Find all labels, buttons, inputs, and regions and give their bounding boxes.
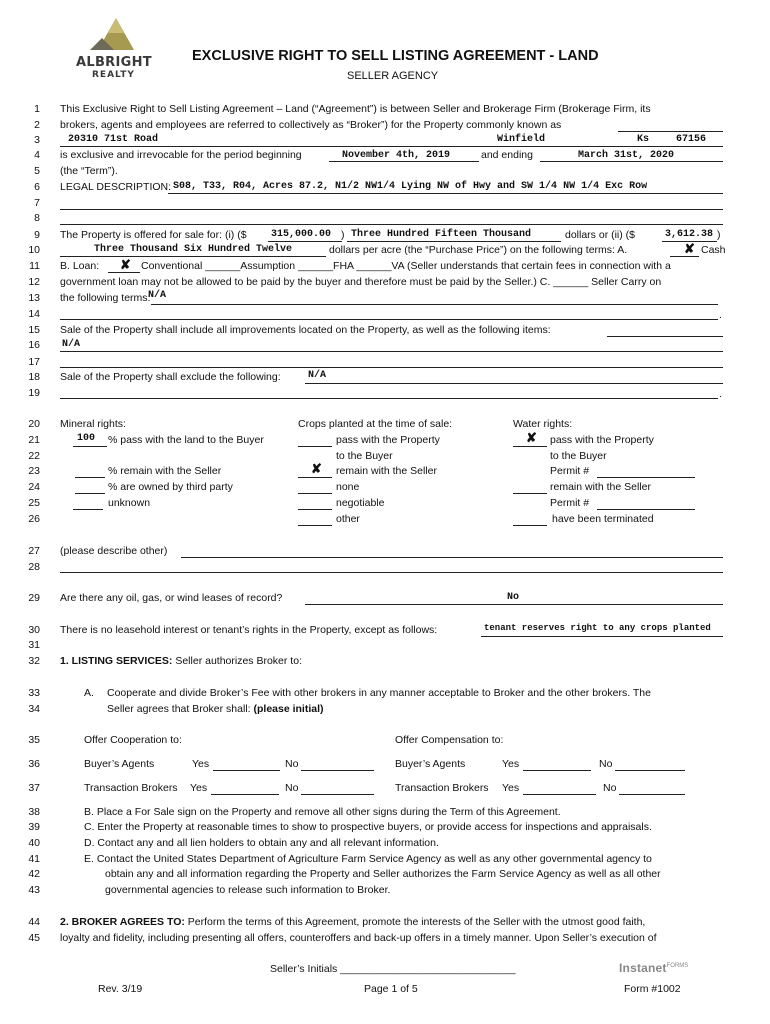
- coop-trans-yes-label: Yes: [190, 782, 208, 794]
- line-number: 44: [28, 916, 40, 928]
- line-number: 40: [28, 837, 40, 849]
- section-2-heading: 2. BROKER AGREES TO:: [60, 916, 185, 928]
- line-number: 34: [28, 703, 40, 715]
- water-pass-label: pass with the Property: [550, 434, 654, 446]
- address-field[interactable]: 20310 71st Road: [68, 134, 159, 145]
- form-number: Form #1002: [624, 983, 681, 995]
- section-1-heading: 1. LISTING SERVICES:: [60, 655, 173, 667]
- mineral-third-line[interactable]: [75, 493, 105, 494]
- line-number: 16: [28, 339, 40, 351]
- improvements-tail-line: [607, 336, 723, 337]
- line-number: 7: [34, 197, 40, 209]
- mineral-third-label: % are owned by third party: [108, 481, 233, 493]
- line-number: 37: [28, 782, 40, 794]
- instanet-logo: [619, 961, 688, 975]
- crops-negotiable-label: negotiable: [336, 497, 385, 509]
- revision-label: Rev. 3/19: [98, 983, 143, 995]
- coop-trans-yes-line[interactable]: [211, 794, 279, 795]
- line-number: 31: [28, 639, 40, 651]
- crops-pass-label: pass with the Property: [336, 434, 440, 446]
- mineral-remain-label: % remain with the Seller: [108, 465, 222, 477]
- line-number: 2: [34, 119, 40, 131]
- cash-label: Cash: [701, 244, 726, 256]
- line-number: 8: [34, 212, 40, 224]
- intro-line-1: This Exclusive Right to Sell Listing Agreement – Land (“Agreement”) is between Seller and Brokerage Firm (Brokerage Firm, its: [60, 103, 651, 115]
- exclusions-field[interactable]: N/A: [308, 370, 327, 381]
- water-permit-2-label: Permit #: [550, 497, 590, 509]
- coop-trans-no-label: No: [285, 782, 299, 794]
- price-amount-field[interactable]: 315,000.00: [271, 229, 332, 240]
- line-number: 6: [34, 181, 40, 193]
- leases-field[interactable]: No: [507, 592, 520, 603]
- water-permit-2-line[interactable]: [597, 509, 695, 510]
- water-terminated-label: have been terminated: [552, 513, 654, 525]
- line-number: 18: [28, 371, 40, 383]
- logo-name: ALBRIGHT: [76, 55, 152, 70]
- city-field[interactable]: Winfield: [497, 134, 546, 145]
- blank-line-8: [60, 224, 723, 225]
- section-2-line-44: [60, 916, 645, 928]
- line-number: 20: [28, 418, 40, 430]
- water-remain-label: remain with the Seller: [550, 481, 651, 493]
- line-number: 42: [28, 868, 40, 880]
- term-text-a: is exclusive and irrevocable for the period beginning: [60, 149, 302, 161]
- term-text-b: and ending: [481, 149, 533, 161]
- item-e-text-3: governmental agencies to release such information to Broker.: [105, 884, 391, 896]
- other-label: (please describe other): [60, 545, 168, 557]
- line-number: 25: [28, 497, 40, 509]
- line-number: 11: [29, 260, 40, 272]
- cash-line: [670, 256, 699, 257]
- crops-remain-checkmark[interactable]: ✘: [311, 461, 322, 476]
- paren-close: ): [341, 229, 345, 241]
- comp-trans-no-line[interactable]: [619, 794, 685, 795]
- exclusions-line: [305, 383, 723, 384]
- line-number: 22: [28, 450, 40, 462]
- intro-line-2: brokers, agents and employees are referred to collectively as “Broker”) for the Property commonly known as: [60, 119, 562, 131]
- address-extra-line: [618, 131, 723, 132]
- logo-sub: REALTY: [92, 70, 135, 80]
- line-number: 30: [28, 624, 40, 636]
- conventional-checkmark[interactable]: ✘: [120, 257, 131, 272]
- mineral-remain-line[interactable]: [75, 477, 105, 478]
- section-2-text-45: loyalty and fidelity, including presenting all offers, counteroffers and back-up offers in a timely manner. Upon Seller’s execution of: [60, 932, 657, 944]
- item-c-text: C. Enter the Property at reasonable times to show to prospective buyers, or provide access for inspections and appraisals.: [84, 821, 652, 833]
- coop-buyers-no-line[interactable]: [301, 770, 374, 771]
- blank-line-14: [60, 319, 718, 320]
- crops-none-label: none: [336, 481, 360, 493]
- price-text-b: dollars or (ii) ($: [565, 229, 636, 241]
- improvements-line: [60, 351, 723, 352]
- crops-none-line[interactable]: [298, 493, 332, 494]
- cash-checkmark[interactable]: ✘: [684, 241, 695, 256]
- blank-line-7: [60, 209, 723, 210]
- water-permit-1-line[interactable]: [597, 477, 695, 478]
- per-acre-words-field[interactable]: Three Thousand Six Hundred Twelve: [94, 244, 293, 255]
- water-pass-line: [513, 446, 547, 447]
- line-number: 5: [34, 165, 40, 177]
- seller-carry-line: [151, 304, 718, 305]
- line-number: 1: [34, 103, 40, 115]
- line-number: 15: [28, 324, 40, 336]
- line-number: 45: [28, 932, 40, 944]
- price-text-l10: dollars per acre (the “Purchase Price”) on the following terms: A.: [329, 244, 628, 256]
- per-acre-field[interactable]: 3,612.38: [665, 229, 714, 240]
- page-subtitle: SELLER AGENCY: [347, 70, 439, 82]
- company-logo: [68, 16, 164, 80]
- line-number: 12: [28, 276, 40, 288]
- water-terminated-line[interactable]: [513, 525, 547, 526]
- mountain-icon: [68, 16, 164, 50]
- item-b-text: B. Place a For Sale sign on the Property and remove all other signs during the Term of this Agreement.: [84, 806, 561, 818]
- crops-pass-line[interactable]: [298, 446, 332, 447]
- crops-remain-label: remain with the Seller: [336, 465, 437, 477]
- loan-label: B. Loan:: [60, 260, 100, 272]
- line-number: 24: [28, 481, 40, 493]
- other-line[interactable]: [181, 557, 723, 558]
- item-a-text-1: Cooperate and divide Broker’s Fee with other brokers in any manner acceptable to Broker and the other brokers. The: [107, 687, 651, 699]
- crops-remain-line: [298, 477, 332, 478]
- comp-trans-yes-label: Yes: [502, 782, 520, 794]
- line-number: 9: [34, 229, 40, 241]
- instanet-brand-sup: FORMS: [666, 963, 689, 969]
- line-number: 28: [28, 561, 40, 573]
- line-number: 29: [28, 592, 40, 604]
- crops-pass-label-2: to the Buyer: [336, 450, 393, 462]
- line-number: 21: [28, 434, 40, 446]
- improvements-field[interactable]: N/A: [62, 339, 81, 350]
- comp-buyers-label: Buyer’s Agents: [395, 758, 466, 770]
- item-a-label: A.: [84, 687, 94, 699]
- mineral-rights-title: Mineral rights:: [60, 418, 126, 430]
- comp-trans-label: Transaction Brokers: [395, 782, 489, 794]
- line-number: 41: [28, 853, 40, 865]
- item-e-text-1: E. Contact the United States Department of Agriculture Farm Service Agency as well as any other governmental agency to: [84, 853, 652, 865]
- crops-other-label: other: [336, 513, 360, 525]
- comp-buyers-no-line[interactable]: [615, 770, 685, 771]
- line-number: 32: [28, 655, 40, 667]
- coop-buyers-yes-label: Yes: [192, 758, 210, 770]
- coop-trans-no-line[interactable]: [301, 794, 374, 795]
- term-label: (the “Term”).: [60, 165, 118, 177]
- conventional-line: [108, 272, 140, 273]
- water-permit-1-label: Permit #: [550, 465, 590, 477]
- water-rights-title: Water rights:: [513, 418, 573, 430]
- start-date-field[interactable]: November 4th, 2019: [342, 150, 451, 161]
- item-e-text-2: obtain any and all information regarding the Property and Seller authorizes the Farm Service Agency as well as all other: [105, 868, 661, 880]
- leases-line: [305, 604, 723, 605]
- per-acre-words-line: [60, 256, 326, 257]
- improvements-label: Sale of the Property shall include all improvements located on the Property, as well as the following items:: [60, 324, 551, 336]
- end-date-field[interactable]: March 31st, 2020: [578, 150, 675, 161]
- line-number: 35: [28, 734, 40, 746]
- coop-trans-label: Transaction Brokers: [84, 782, 178, 794]
- comp-trans-yes-line[interactable]: [523, 794, 596, 795]
- coop-buyers-label: Buyer’s Agents: [84, 758, 155, 770]
- leasehold-field[interactable]: tenant reserves right to any crops planted: [484, 623, 711, 633]
- crops-other-line[interactable]: [298, 525, 332, 526]
- section-2-text-44: Perform the terms of this Agreement, promote the interests of the Seller with the utmost good faith,: [187, 916, 646, 928]
- mineral-unknown-line[interactable]: [73, 509, 103, 510]
- line-number: 39: [28, 821, 40, 833]
- end-date-line: [540, 161, 723, 162]
- amount-line: [268, 241, 342, 242]
- amount-words-line: [347, 241, 561, 242]
- section-1-line: [60, 655, 302, 667]
- line-number: 10: [28, 244, 40, 256]
- item-a-line-2: [107, 703, 324, 715]
- line-number: 19: [28, 387, 40, 399]
- page-title: EXCLUSIVE RIGHT TO SELL LISTING AGREEMENT - LAND: [192, 48, 599, 64]
- other-line-2[interactable]: [60, 572, 723, 573]
- legal-description-field[interactable]: S08, T33, R04, Acres 87.2, N1/2 NW1/4 Lying NW of Hwy and SW 1/4 NW 1/4 Exc Row: [173, 181, 648, 192]
- crops-negotiable-line[interactable]: [298, 509, 332, 510]
- comp-buyers-yes-line[interactable]: [523, 770, 591, 771]
- water-remain-line[interactable]: [513, 493, 547, 494]
- item-a-text-2: Seller agrees that Broker shall:: [107, 703, 251, 715]
- offer-compensation-title: Offer Compensation to:: [395, 734, 504, 746]
- blank-line-19: [60, 398, 718, 399]
- price-words-field[interactable]: Three Hundred Fifteen Thousand: [351, 229, 532, 240]
- state-field[interactable]: Ks: [637, 134, 650, 145]
- line-number: 23: [28, 465, 40, 477]
- blank-line-17: [60, 367, 723, 368]
- exclusions-label: Sale of the Property shall exclude the following:: [60, 371, 281, 383]
- comp-trans-no-label: No: [603, 782, 617, 794]
- line-number: 17: [28, 356, 40, 368]
- line-number: 4: [34, 149, 40, 161]
- line-number: 43: [28, 884, 40, 896]
- offer-cooperation-title: Offer Cooperation to:: [84, 734, 182, 746]
- period-mark: .: [719, 388, 722, 400]
- gov-loan-text: government loan may not be allowed to be paid by the buyer and therefore must be paid by the Seller.) C. ______ Seller Carry on: [60, 276, 662, 288]
- item-d-text: D. Contact any and all lien holders to obtain any and all relevant information.: [84, 837, 439, 849]
- coop-buyers-yes-line[interactable]: [213, 770, 280, 771]
- line-number: 38: [28, 806, 40, 818]
- line-number: 36: [28, 758, 40, 770]
- mineral-pct-line: [73, 446, 107, 447]
- start-date-line: [329, 161, 479, 162]
- please-initial: (please initial): [253, 703, 324, 715]
- loan-text: Conventional ______Assumption ______FHA ______VA (Seller understands that certain fees in connection with a: [141, 260, 671, 272]
- line-number: 26: [28, 513, 40, 525]
- price-text-c: ): [717, 229, 721, 241]
- comp-buyers-yes-label: Yes: [502, 758, 520, 770]
- leasehold-label: There is no leasehold interest or tenant’s rights in the Property, except as follows:: [60, 624, 438, 636]
- line-number: 33: [28, 687, 40, 699]
- crops-title: Crops planted at the time of sale:: [298, 418, 453, 430]
- legal-line: [168, 193, 723, 194]
- zip-field[interactable]: 67156: [676, 134, 707, 145]
- line-number: 13: [28, 292, 40, 304]
- leasehold-line: [481, 636, 723, 637]
- seller-initials-field[interactable]: Seller’s Initials ______________________________: [270, 963, 516, 975]
- mineral-pass-label: % pass with the land to the Buyer: [108, 434, 264, 446]
- page-number: Page 1 of 5: [364, 983, 418, 995]
- line-number: 27: [28, 545, 40, 557]
- comp-buyers-no-label: No: [599, 758, 613, 770]
- period-mark: .: [719, 309, 722, 321]
- mineral-pct-field[interactable]: 100: [77, 433, 96, 444]
- line-number: 14: [28, 308, 40, 320]
- mineral-unknown-label: unknown: [108, 497, 151, 509]
- line-number: 3: [34, 134, 40, 146]
- leases-label: Are there any oil, gas, or wind leases of record?: [60, 592, 283, 604]
- coop-buyers-no-label: No: [285, 758, 299, 770]
- address-line: [60, 146, 723, 147]
- seller-carry-terms-label: the following terms:: [60, 292, 151, 304]
- price-text-a: The Property is offered for sale for: (i) ($: [60, 229, 247, 241]
- legal-description-label: LEGAL DESCRIPTION:: [60, 181, 172, 193]
- seller-carry-terms-field[interactable]: N/A: [148, 290, 167, 301]
- water-pass-checkmark[interactable]: ✘: [526, 430, 537, 445]
- instanet-brand: Instanet: [619, 961, 667, 975]
- section-1-text: Seller authorizes Broker to:: [175, 655, 302, 667]
- water-pass-label-2: to the Buyer: [550, 450, 607, 462]
